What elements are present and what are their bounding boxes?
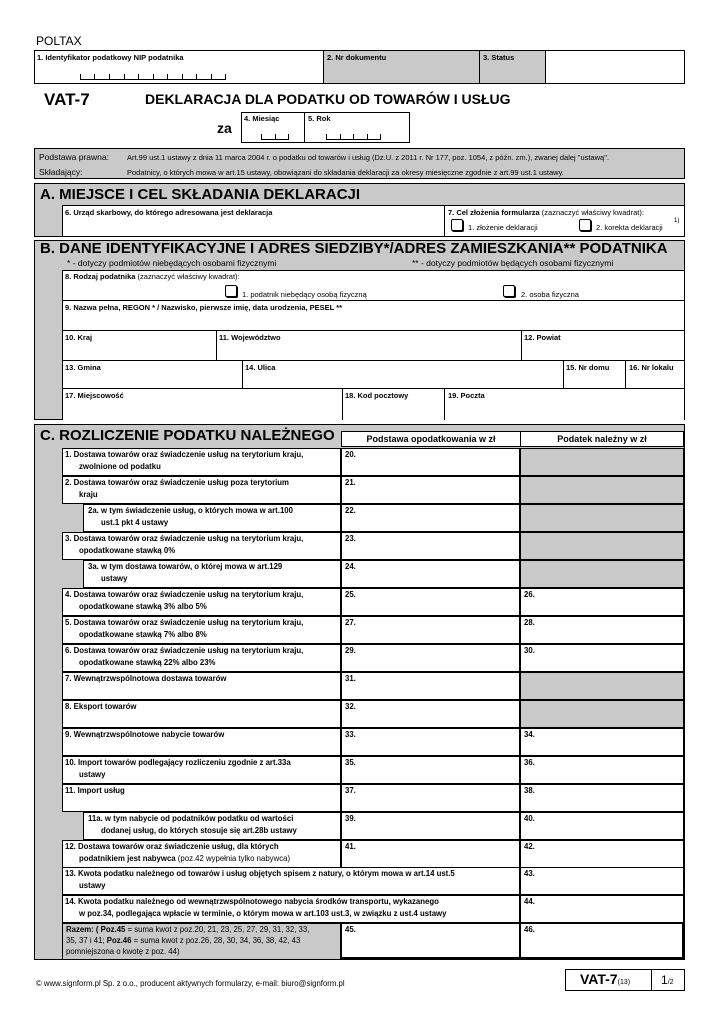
pos-42-input[interactable]: [520, 840, 684, 868]
pos-33-input[interactable]: [341, 728, 520, 756]
pos-35-input[interactable]: [341, 756, 520, 784]
pos-24-label: 24.: [345, 562, 356, 571]
pos-43-input[interactable]: [520, 867, 684, 895]
pos-36-label: 36.: [524, 758, 535, 767]
row-label-line2: dodanej usług, do których stosuje się art.28b ustawy: [101, 826, 297, 835]
row-label-line1: 12. Dostawa towarów oraz świadczenie usług, dla których: [65, 842, 279, 851]
postal-code-label: 18. Kod pocztowy: [345, 391, 409, 400]
pos-40-input[interactable]: [520, 812, 684, 840]
nip-input[interactable]: [80, 74, 226, 80]
pos-20-label: 20.: [345, 450, 356, 459]
status-label: 3. Status: [483, 53, 515, 62]
tax-cell-disabled: [520, 448, 684, 476]
pos-28-input[interactable]: [520, 616, 684, 644]
tax-office-label: 6. Urząd skarbowy, do którego adresowana jest deklaracja: [65, 208, 273, 217]
section-b-note1: * - dotyczy podmiotów niebędących osobami fizycznymi: [67, 258, 277, 268]
purpose-correction-checkbox[interactable]: [579, 219, 591, 231]
tax-cell-disabled: [520, 700, 684, 728]
taxpayer-entity-checkbox[interactable]: [225, 285, 237, 297]
row-label-line1: 7. Wewnątrzwspólnotowa dostawa towarów: [65, 674, 227, 683]
pos-31-input[interactable]: [341, 672, 520, 700]
pos-41-input[interactable]: [341, 840, 520, 868]
row-label-line2: opodatkowane stawką 0%: [79, 546, 176, 555]
taxpayer-person-checkbox[interactable]: [503, 285, 515, 297]
row-label-line2: opodatkowane stawką 3% albo 5%: [79, 602, 207, 611]
tax-cell-disabled: [520, 532, 684, 560]
filer-label: Składający:: [39, 167, 83, 177]
filer-text: Podatnicy, o których mowa w art.15 ustawy, obowiązani do składania deklaracji za okresy miesięczne zgodnie z art.99 ust.1 ustawy.: [127, 168, 564, 177]
row-label-line1: 4. Dostawa towarów oraz świadczenie usług na terytorium kraju,: [65, 590, 304, 599]
pos-32-input[interactable]: [341, 700, 520, 728]
full-name-label: 9. Nazwa pełna, REGON * / Nazwisko, pierwsze imię, data urodzenia, PESEL **: [65, 303, 343, 312]
pos-37-label: 37.: [345, 786, 356, 795]
row-label-line2: ust.1 pkt 4 ustawy: [101, 518, 169, 527]
sum-line1: Razem: ( Poz.45 = suma kwot z poz.20, 21, 23, 25, 27, 29, 31, 32, 33,: [66, 925, 310, 934]
tax-cell-disabled: [520, 504, 684, 532]
pos-21-input[interactable]: [341, 476, 520, 504]
row-label-line1: 6. Dostawa towarów oraz świadczenie usług na terytorium kraju,: [65, 646, 304, 655]
pos-26-input[interactable]: [520, 588, 684, 616]
purpose-correction-label: 2. korekta deklaracji: [596, 223, 663, 232]
pos-43-label: 43.: [524, 869, 535, 878]
pos-37-input[interactable]: [341, 784, 520, 812]
sum-line2: 35, 37 i 41; Poz.46 = suma kwot z poz.26, 28, 30, 34, 36, 38, 42, 43: [66, 936, 301, 945]
tax-cell-disabled: [520, 560, 684, 588]
pos-44-label: 44.: [524, 897, 535, 906]
footer-form-code: VAT-7(13): [580, 971, 631, 987]
za-label: za: [217, 120, 232, 136]
pos-39-input[interactable]: [341, 812, 520, 840]
section-b-note2: ** - dotyczy podmiotów będących osobami fizycznymi: [412, 258, 614, 268]
row-label-line2: kraju: [79, 490, 98, 499]
row-14-line1: 14. Kwota podatku należnego od wewnątrzwspólnotowego nabycia środków transportu, wykazanego: [65, 897, 439, 906]
doc-number-label: 2. Nr dokumentu: [327, 53, 387, 62]
pos-46-label: 46.: [524, 925, 535, 934]
publisher-label: POLTAX: [36, 34, 82, 48]
year-input[interactable]: [326, 134, 381, 140]
row-label-line2: podatnikiem jest nabywca (poz.42 wypełnia tylko nabywca): [79, 854, 291, 863]
full-name-input[interactable]: [63, 314, 683, 328]
row-label-line2: zwolnione od podatku: [79, 462, 161, 471]
pos-20-input[interactable]: [341, 448, 520, 476]
month-input[interactable]: [261, 134, 289, 140]
pos-23-label: 23.: [345, 534, 356, 543]
pos-27-input[interactable]: [341, 616, 520, 644]
street-label: 14. Ulica: [245, 363, 276, 372]
pos-38-label: 38.: [524, 786, 535, 795]
pos-25-input[interactable]: [341, 588, 520, 616]
pos-23-input[interactable]: [341, 532, 520, 560]
row-label-line1: 2a. w tym świadczenie usług, o których mowa w art.100: [88, 506, 293, 515]
pos-33-label: 33.: [345, 730, 356, 739]
pos-25-label: 25.: [345, 590, 356, 599]
post-office-label: 19. Poczta: [448, 391, 485, 400]
commune-label: 13. Gmina: [65, 363, 101, 372]
month-label: 4. Miesiąc: [244, 114, 280, 123]
year-label: 5. Rok: [308, 114, 331, 123]
row-13-line1: 13. Kwota podatku należnego od towarów i usług objętych spisem z natury, o którym mowa w art.14 ust.5: [65, 869, 455, 878]
pos-21-label: 21.: [345, 478, 356, 487]
pos-44-input[interactable]: [520, 895, 684, 923]
row-13-line2: ustawy: [79, 881, 106, 890]
taxpayer-type-label: 8. Rodzaj podatnika (zaznaczyć właściwy kwadrat):: [65, 272, 240, 281]
tax-cell-disabled: [520, 672, 684, 700]
form-code: VAT-7: [44, 90, 90, 109]
house-number-label: 15. Nr domu: [566, 363, 610, 372]
row-label-line1: 11. Import usług: [65, 786, 125, 795]
pos-22-label: 22.: [345, 506, 356, 515]
voivodeship-label: 11. Województwo: [219, 333, 281, 342]
pos-38-input[interactable]: [520, 784, 684, 812]
city-label: 17. Miejscowość: [65, 391, 124, 400]
row-label-line2: ustawy: [79, 770, 106, 779]
row-label-line1: 11a. w tym nabycie od podatników podatku od wartości: [88, 814, 294, 823]
pos-42-label: 42.: [524, 842, 535, 851]
pos-45-input[interactable]: [341, 923, 520, 960]
section-a-title: A. MIEJSCE I CEL SKŁADANIA DEKLARACJI: [40, 186, 361, 203]
section-b-title: B. DANE IDENTYFIKACYJNE I ADRES SIEDZIBY*/ADRES ZAMIESZKANIA** PODATNIKA: [40, 240, 668, 257]
row-label-line2: opodatkowane stawką 7% albo 8%: [79, 630, 207, 639]
pos-28-label: 28.: [524, 618, 535, 627]
sum-line3: pomniejszona o kwotę z poz. 44): [66, 947, 180, 956]
apartment-number-label: 16. Nr lokalu: [629, 363, 674, 372]
pos-40-label: 40.: [524, 814, 535, 823]
purpose-label: 7. Cel złożenia formularza (zaznaczyć właściwy kwadrat):: [448, 208, 644, 217]
pos-26-label: 26.: [524, 590, 535, 599]
row-label-line1: 9. Wewnątrzwspólnotowe nabycie towarów: [65, 730, 225, 739]
pos-39-label: 39.: [345, 814, 356, 823]
row-label-line1: 2. Dostawa towarów oraz świadczenie usług poza terytorium: [65, 478, 289, 487]
footer-copyright: © www.signform.pl Sp. z o.o., producent aktywnych formularzy, e-mail: biuro@signform.pl: [36, 979, 345, 988]
column-base-header: Podstawa opodatkowania w zł: [366, 434, 496, 444]
pos-46-input[interactable]: [520, 923, 685, 960]
row-14-line2: w poz.34, podlegająca wpłacie w terminie, o którym mowa w art.103 ust.3, w związku z ust.4 ustawy: [79, 909, 447, 918]
pos-41-label: 41.: [345, 842, 356, 851]
row-label-line1: 3a. w tym dostawa towarów, o której mowa w art.129: [88, 562, 283, 571]
purpose-filing-checkbox[interactable]: [451, 219, 463, 231]
column-tax-header: Podatek należny w zł: [557, 434, 647, 444]
row-label-line2: opodatkowane stawką 22% albo 23%: [79, 658, 216, 667]
row-label-line1: 10. Import towarów podlegający rozliczeniu zgodnie z art.33a: [65, 758, 291, 767]
pos-27-label: 27.: [345, 618, 356, 627]
row-label-line1: 1. Dostawa towarów oraz świadczenie usług na terytorium kraju,: [65, 450, 304, 459]
pos-34-input[interactable]: [520, 728, 684, 756]
legal-basis-text: Art.99 ust.1 ustawy z dnia 11 marca 2004 r. o podatku od towarów i usług (Dz.U. z 2011 r. Nr 177, poz. 1054, z późn. zm.), zwanej dalej "ustawą".: [127, 153, 609, 162]
legal-basis-label: Podstawa prawna:: [39, 152, 109, 162]
pos-29-label: 29.: [345, 646, 356, 655]
footer-page-number: 1/2: [661, 973, 674, 987]
pos-22-input[interactable]: [341, 504, 520, 532]
pos-36-input[interactable]: [520, 756, 684, 784]
row-label-line1: 3. Dostawa towarów oraz świadczenie usług na terytorium kraju,: [65, 534, 304, 543]
pos-29-input[interactable]: [341, 644, 520, 672]
pos-30-label: 30.: [524, 646, 535, 655]
row-label-line2: ustawy: [101, 574, 128, 583]
nip-label: 1. Identyfikator podatkowy NIP podatnika: [37, 53, 184, 62]
tax-cell-disabled: [520, 476, 684, 504]
footnote-mark: 1): [674, 218, 680, 224]
pos-30-input[interactable]: [520, 644, 684, 672]
pos-31-label: 31.: [345, 674, 356, 683]
pos-45-label: 45.: [345, 925, 356, 934]
pos-32-label: 32.: [345, 702, 356, 711]
taxpayer-person-label: 2. osoba fizyczna: [521, 290, 579, 299]
country-label: 10. Kraj: [65, 333, 93, 342]
row-label-line1: 5. Dostawa towarów oraz świadczenie usług na terytorium kraju,: [65, 618, 304, 627]
pos-24-input[interactable]: [341, 560, 520, 588]
county-label: 12. Powiat: [524, 333, 561, 342]
form-title: DEKLARACJA DLA PODATKU OD TOWARÓW I USŁUG: [145, 91, 511, 107]
row-label-line1: 8. Eksport towarów: [65, 702, 137, 711]
taxpayer-entity-label: 1. podatnik niebędący osobą fizyczną: [242, 290, 367, 299]
pos-35-label: 35.: [345, 758, 356, 767]
section-c-title: C. ROZLICZENIE PODATKU NALEŻNEGO: [40, 427, 335, 444]
purpose-filing-label: 1. złożenie deklaracji: [468, 223, 538, 232]
pos-34-label: 34.: [524, 730, 535, 739]
